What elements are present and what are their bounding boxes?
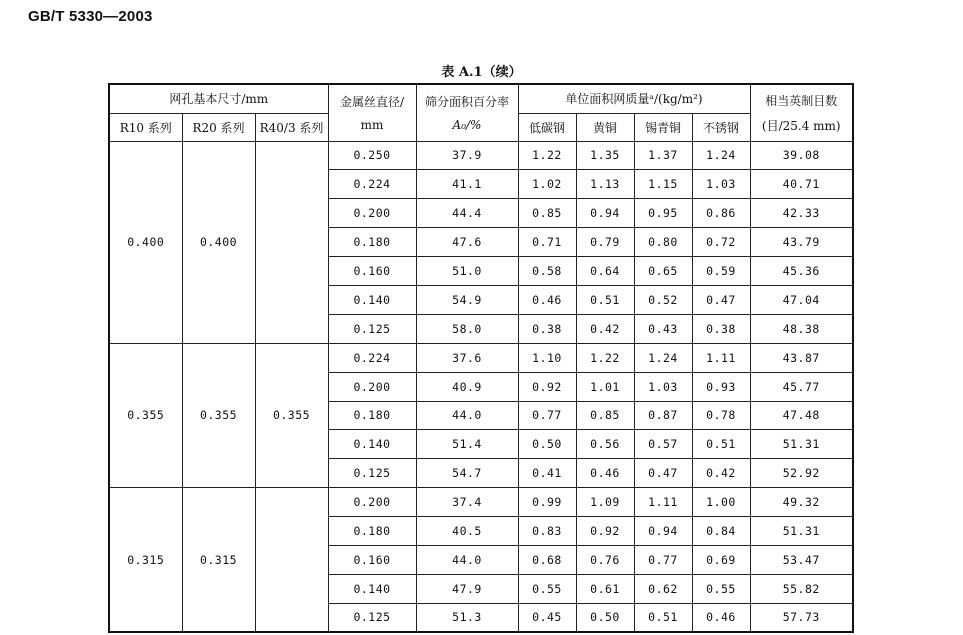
mesh-count-cell: 51.31: [750, 430, 853, 459]
stainless-steel-cell: 1.11: [692, 343, 750, 372]
open-area-header-line1: 筛分面积百分率: [424, 95, 509, 110]
table-body: [109, 141, 853, 632]
mesh-count-cell: 57.73: [750, 603, 853, 632]
mesh-count-cell: 55.82: [750, 574, 853, 603]
low-carbon-steel-cell: 0.92: [518, 372, 576, 401]
mesh-count-cell: 43.87: [750, 343, 853, 372]
stainless-steel-cell: 0.47: [692, 285, 750, 314]
open-area-cell: 44.4: [416, 199, 518, 228]
brass-cell: 0.50: [576, 603, 634, 632]
low-carbon-steel-cell: 1.22: [518, 141, 576, 170]
wire-diameter-header-line2: mm: [360, 118, 384, 133]
brass-cell: 0.64: [576, 257, 634, 286]
stainless-steel-cell: 0.93: [692, 372, 750, 401]
wire-diameter-cell: 0.160: [328, 545, 416, 574]
stainless-steel-cell: 1.24: [692, 141, 750, 170]
table-row: [109, 141, 853, 170]
stainless-steel-cell: 0.46: [692, 603, 750, 632]
wire-diameter-header-line1: 金属丝直径/: [339, 95, 405, 110]
mesh-count-header-line2: (目/25.4 mm): [761, 118, 841, 133]
tin-bronze-header: 锡青铜: [634, 113, 692, 141]
open-area-cell: 51.3: [416, 603, 518, 632]
brass-cell: 0.94: [576, 199, 634, 228]
stainless-steel-cell: 0.42: [692, 459, 750, 488]
mesh-count-cell: 51.31: [750, 517, 853, 546]
brass-cell: 1.01: [576, 372, 634, 401]
wire-diameter-cell: 0.160: [328, 257, 416, 286]
brass-cell: 0.85: [576, 401, 634, 430]
tin-bronze-cell: 0.94: [634, 517, 692, 546]
stainless-steel-cell: 0.84: [692, 517, 750, 546]
r40-series-header: R40/3 系列: [255, 113, 328, 141]
wire-diameter-cell: 0.125: [328, 603, 416, 632]
r40-aperture-cell: [255, 141, 328, 343]
tin-bronze-cell: 0.62: [634, 574, 692, 603]
standard-number: GB/T 5330—2003: [28, 8, 153, 25]
tin-bronze-cell: 1.11: [634, 488, 692, 517]
tin-bronze-cell: 0.47: [634, 459, 692, 488]
open-area-cell: 51.4: [416, 430, 518, 459]
wire-diameter-cell: 0.180: [328, 228, 416, 257]
brass-cell: 0.46: [576, 459, 634, 488]
open-area-cell: 51.0: [416, 257, 518, 286]
stainless-steel-cell: 0.78: [692, 401, 750, 430]
wire-diameter-cell: 0.224: [328, 343, 416, 372]
wire-diameter-cell: 0.140: [328, 574, 416, 603]
open-area-cell: 37.6: [416, 343, 518, 372]
mass-group-header: 单位面积网质量ᵃ/(kg/m²): [518, 84, 750, 113]
stainless-steel-cell: 1.00: [692, 488, 750, 517]
brass-cell: 0.92: [576, 517, 634, 546]
tin-bronze-cell: 1.03: [634, 372, 692, 401]
brass-cell: 0.42: [576, 314, 634, 343]
mesh-count-cell: 47.04: [750, 285, 853, 314]
brass-cell: 1.22: [576, 343, 634, 372]
open-area-cell: 58.0: [416, 314, 518, 343]
brass-cell: 1.35: [576, 141, 634, 170]
open-area-cell: 40.9: [416, 372, 518, 401]
open-area-cell: 37.4: [416, 488, 518, 517]
table-row: [109, 343, 853, 372]
stainless-steel-cell: 1.03: [692, 170, 750, 199]
low-carbon-steel-cell: 0.58: [518, 257, 576, 286]
mesh-count-cell: 39.08: [750, 141, 853, 170]
mesh-count-cell: 42.33: [750, 199, 853, 228]
mesh-count-cell: 40.71: [750, 170, 853, 199]
open-area-cell: 40.5: [416, 517, 518, 546]
wire-diameter-cell: 0.125: [328, 459, 416, 488]
open-area-header-line2: A₀/%: [452, 118, 482, 133]
open-area-cell: 37.9: [416, 141, 518, 170]
stainless-steel-cell: 0.72: [692, 228, 750, 257]
low-carbon-steel-cell: 0.41: [518, 459, 576, 488]
brass-cell: 0.51: [576, 285, 634, 314]
table-row: [109, 488, 853, 517]
r10-aperture-cell: 0.355: [109, 343, 182, 487]
mesh-count-cell: 48.38: [750, 314, 853, 343]
r20-series-header: R20 系列: [182, 113, 255, 141]
r20-aperture-cell: 0.400: [182, 141, 255, 343]
brass-cell: 1.09: [576, 488, 634, 517]
wire-diameter-cell: 0.200: [328, 488, 416, 517]
brass-cell: 0.56: [576, 430, 634, 459]
wire-diameter-cell: 0.180: [328, 517, 416, 546]
brass-cell: 0.79: [576, 228, 634, 257]
open-area-cell: 47.6: [416, 228, 518, 257]
wire-diameter-cell: 0.140: [328, 285, 416, 314]
brass-cell: 0.76: [576, 545, 634, 574]
low-carbon-steel-cell: 0.38: [518, 314, 576, 343]
r20-aperture-cell: 0.355: [182, 343, 255, 487]
wire-diameter-cell: 0.180: [328, 401, 416, 430]
tin-bronze-cell: 0.51: [634, 603, 692, 632]
low-carbon-steel-cell: 1.10: [518, 343, 576, 372]
table-caption: 表 A.1（续）: [441, 65, 522, 80]
stainless-steel-header: 不锈钢: [692, 113, 750, 141]
r20-aperture-cell: 0.315: [182, 488, 255, 632]
low-carbon-steel-cell: 0.55: [518, 574, 576, 603]
r10-aperture-cell: 0.315: [109, 488, 182, 632]
wire-diameter-cell: 0.200: [328, 199, 416, 228]
low-carbon-steel-cell: 0.83: [518, 517, 576, 546]
stainless-steel-cell: 0.69: [692, 545, 750, 574]
low-carbon-steel-cell: 1.02: [518, 170, 576, 199]
mesh-count-cell: 45.36: [750, 257, 853, 286]
tin-bronze-cell: 1.37: [634, 141, 692, 170]
mesh-count-cell: 45.77: [750, 372, 853, 401]
low-carbon-steel-cell: 0.45: [518, 603, 576, 632]
stainless-steel-cell: 0.38: [692, 314, 750, 343]
stainless-steel-cell: 0.55: [692, 574, 750, 603]
tin-bronze-cell: 0.57: [634, 430, 692, 459]
tin-bronze-cell: 0.77: [634, 545, 692, 574]
open-area-cell: 54.9: [416, 285, 518, 314]
wire-diameter-cell: 0.224: [328, 170, 416, 199]
mesh-count-cell: 49.32: [750, 488, 853, 517]
brass-cell: 0.61: [576, 574, 634, 603]
tin-bronze-cell: 0.52: [634, 285, 692, 314]
low-carbon-steel-cell: 0.50: [518, 430, 576, 459]
open-area-cell: 44.0: [416, 545, 518, 574]
r10-series-header: R10 系列: [109, 113, 182, 141]
low-carbon-steel-cell: 0.71: [518, 228, 576, 257]
low-carbon-steel-cell: 0.85: [518, 199, 576, 228]
open-area-cell: 41.1: [416, 170, 518, 199]
brass-header: 黄铜: [576, 113, 634, 141]
aperture-group-header: 网孔基本尺寸/mm: [109, 84, 328, 113]
mesh-count-cell: 43.79: [750, 228, 853, 257]
open-area-header: [416, 84, 518, 141]
stainless-steel-cell: 0.86: [692, 199, 750, 228]
wire-diameter-cell: 0.140: [328, 430, 416, 459]
mesh-count-header: [750, 84, 853, 141]
low-carbon-steel-cell: 0.99: [518, 488, 576, 517]
wire-diameter-cell: 0.200: [328, 372, 416, 401]
low-carbon-steel-cell: 0.77: [518, 401, 576, 430]
mesh-count-header-line1: 相当英制目数: [765, 93, 838, 108]
r10-aperture-cell: 0.400: [109, 141, 182, 343]
low-carbon-steel-cell: 0.46: [518, 285, 576, 314]
tin-bronze-cell: 1.15: [634, 170, 692, 199]
open-area-cell: 54.7: [416, 459, 518, 488]
mesh-count-cell: 52.92: [750, 459, 853, 488]
stainless-steel-cell: 0.51: [692, 430, 750, 459]
sieve-mesh-table: [108, 83, 854, 633]
tin-bronze-cell: 0.43: [634, 314, 692, 343]
low-carbon-steel-cell: 0.68: [518, 545, 576, 574]
tin-bronze-cell: 1.24: [634, 343, 692, 372]
open-area-cell: 47.9: [416, 574, 518, 603]
r40-aperture-cell: [255, 488, 328, 632]
tin-bronze-cell: 0.80: [634, 228, 692, 257]
brass-cell: 1.13: [576, 170, 634, 199]
mesh-count-cell: 53.47: [750, 545, 853, 574]
low-carbon-steel-header: 低碳钢: [518, 113, 576, 141]
tin-bronze-cell: 0.87: [634, 401, 692, 430]
tin-bronze-cell: 0.65: [634, 257, 692, 286]
open-area-cell: 44.0: [416, 401, 518, 430]
wire-diameter-cell: 0.125: [328, 314, 416, 343]
r40-aperture-cell: 0.355: [255, 343, 328, 487]
wire-diameter-header: [328, 84, 416, 141]
tin-bronze-cell: 0.95: [634, 199, 692, 228]
wire-diameter-cell: 0.250: [328, 141, 416, 170]
stainless-steel-cell: 0.59: [692, 257, 750, 286]
mesh-count-cell: 47.48: [750, 401, 853, 430]
